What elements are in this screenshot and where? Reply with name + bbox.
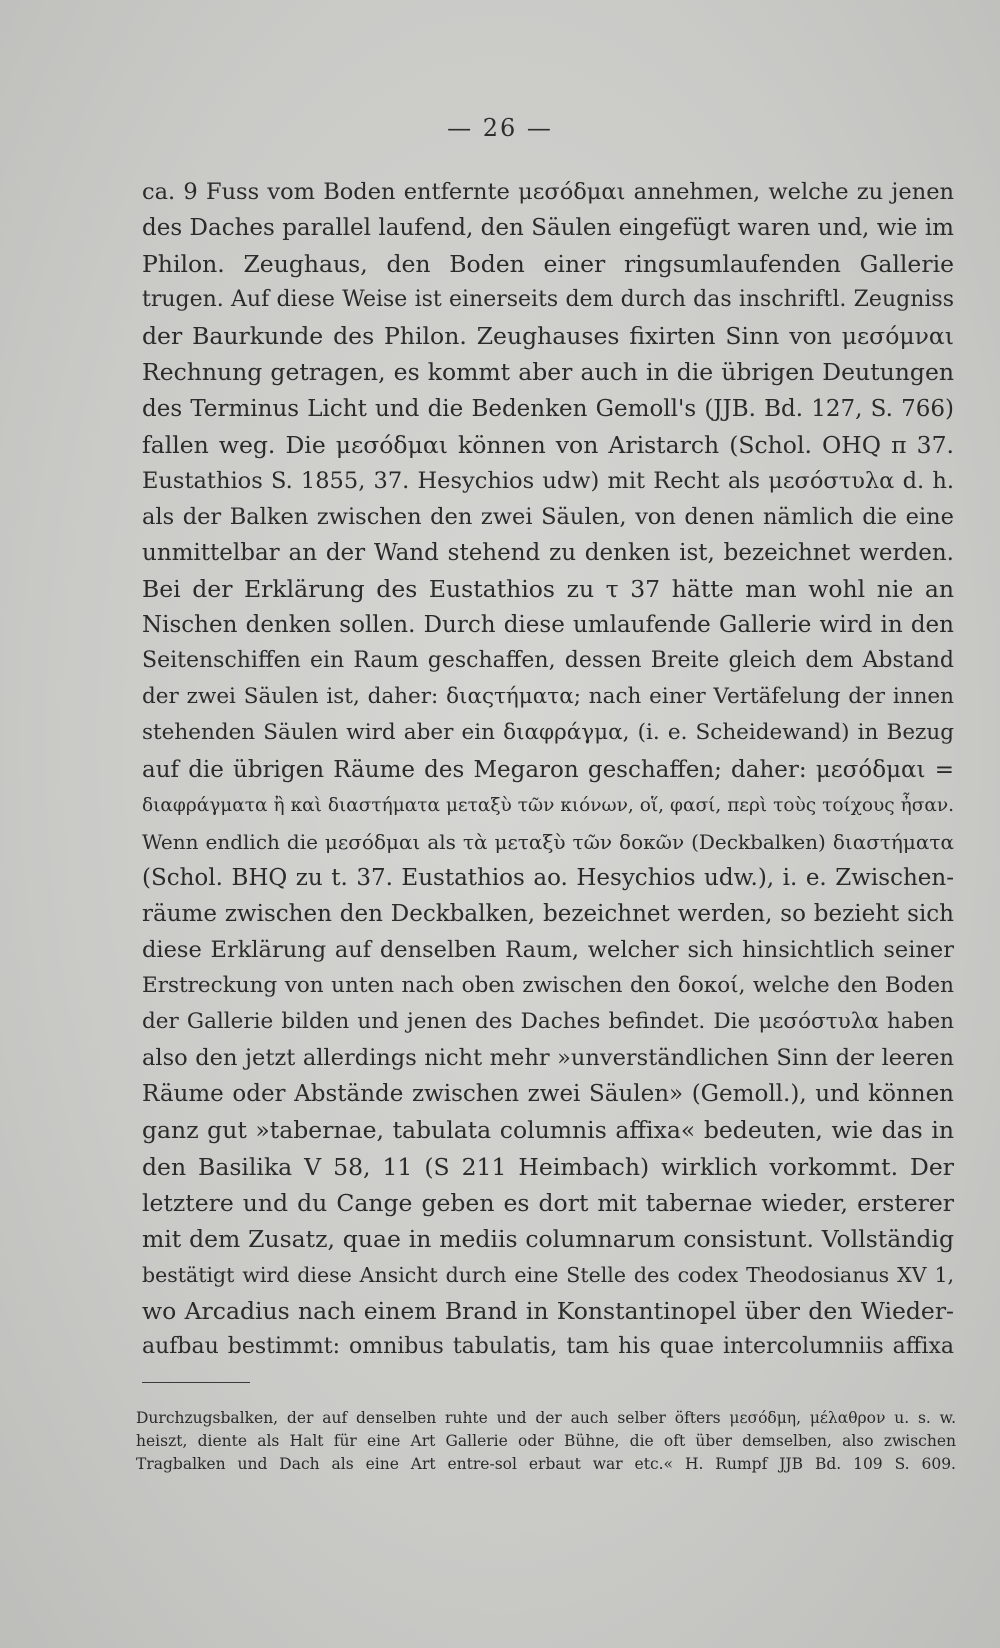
text-line: Bei der Erklärung des Eustathios zu τ 37 hätte man wohl nie an bbox=[142, 575, 954, 604]
text-line: Seitenschiffen ein Raum geschaffen, dessen Breite gleich dem Abstand bbox=[142, 648, 954, 674]
text-line: der zwei Säulen ist, daher: διαςτήματα; nach einer Vertäfelung der innen bbox=[142, 684, 954, 710]
text-line: wo Arcadius nach einem Brand in Konstantinopel über den Wieder- bbox=[142, 1296, 954, 1325]
text-line: διαφράγματα ἢ καὶ διαστήματα μεταξὺ τῶν κιόνων, οἵ, φασί, περὶ τοὺς τοίχους ἦσαν. bbox=[142, 794, 954, 816]
body-text bbox=[142, 174, 954, 1365]
text-line: Nischen denken sollen. Durch diese umlaufende Gallerie wird in den bbox=[142, 612, 954, 639]
footnote-line: Durchzugsbalken, der auf denselben ruhte und der auch selber öfters μεσόδμη, μέλαθρον u. s. w. bbox=[136, 1409, 956, 1427]
text-line: letztere und du Cange geben es dort mit tabernae wieder, ersterer bbox=[142, 1188, 954, 1217]
text-line: (Schol. BHQ zu t. 37. Eustathios ao. Hesychios udw.), i. e. Zwischen- bbox=[142, 864, 954, 891]
text-line: stehenden Säulen wird aber ein διαφράγμα, (i. e. Scheidewand) in Bezug bbox=[142, 720, 954, 746]
text-line: bestätigt wird diese Ansicht durch eine Stelle des codex Theodosianus XV 1, bbox=[142, 1262, 954, 1287]
footnote-line: Tragbalken und Dach als eine Art entre-sol erbaut war etc.« H. Rumpf JJB Bd. 109 S. 609. bbox=[136, 1455, 956, 1473]
text-line: Räume oder Abstände zwischen zwei Säulen» (Gemoll.), und können bbox=[142, 1081, 954, 1108]
footnote-line: heiszt, diente als Halt für eine Art Gallerie oder Bühne, die oft über demselben, also zwischen bbox=[136, 1432, 956, 1450]
text-line: trugen. Auf diese Weise ist einerseits dem durch das inschriftl. Zeugniss bbox=[142, 287, 954, 313]
text-line: fallen weg. Die μεσόδμαι können von Aristarch (Schol. OHQ π 37. bbox=[142, 430, 954, 459]
text-line: Erstreckung von unten nach oben zwischen den δοκοί, welche den Boden bbox=[142, 973, 954, 999]
text-line: Eustathios S. 1855, 37. Hesychios udw) mit Recht als μεσόστυλα d. h. bbox=[142, 467, 954, 494]
page-number: — 26 — bbox=[447, 114, 553, 142]
text-line: also den jetzt allerdings nicht mehr »unverständlichen Sinn der leeren bbox=[142, 1045, 954, 1072]
footnote bbox=[136, 1407, 956, 1476]
footnote-divider bbox=[142, 1382, 250, 1383]
text-line: als der Balken zwischen den zwei Säulen, von denen nämlich die eine bbox=[142, 503, 954, 530]
text-line: des Terminus Licht und die Bedenken Gemoll's (JJB. Bd. 127, S. 766) bbox=[142, 395, 954, 422]
text-line: der Baurkunde des Philon. Zeughauses fixirten Sinn von μεσόμναι bbox=[142, 322, 954, 351]
text-line: ganz gut »tabernae, tabulata columnis affixa« bedeuten, wie das in bbox=[142, 1116, 954, 1145]
text-line: den Basilika V 58, 11 (S 211 Heimbach) wirklich vorkommt. Der bbox=[142, 1152, 954, 1181]
text-line: mit dem Zusatz, quae in mediis columnarum consistunt. Vollständig bbox=[142, 1224, 954, 1253]
text-line: auf die übrigen Räume des Megaron geschaffen; daher: μεσόδμαι = bbox=[142, 756, 954, 783]
text-line: Wenn endlich die μεσόδμαι als τὰ μεταξὺ τῶν δοκῶν (Deckbalken) διαστήματα bbox=[142, 829, 954, 854]
text-line: unmittelbar an der Wand stehend zu denken ist, bezeichnet werden. bbox=[142, 539, 954, 566]
text-line: der Gallerie bilden und jenen des Daches befindet. Die μεσόστυλα haben bbox=[142, 1009, 954, 1035]
text-line: Rechnung getragen, es kommt aber auch in die übrigen Deutungen bbox=[142, 358, 954, 387]
text-line: aufbau bestimmt: omnibus tabulatis, tam his quae intercolumniis affixa bbox=[142, 1334, 954, 1359]
text-line: des Daches parallel laufend, den Säulen eingefügt waren und, wie im bbox=[142, 215, 954, 242]
text-line: räume zwischen den Deckbalken, bezeichnet werden, so bezieht sich bbox=[142, 900, 954, 927]
text-line: ca. 9 Fuss vom Boden entfernte μεσόδμαι annehmen, welche zu jenen bbox=[142, 179, 954, 205]
text-line: diese Erklärung auf denselben Raum, welcher sich hinsichtlich seiner bbox=[142, 936, 954, 963]
text-line: Philon. Zeughaus, den Boden einer ringsumlaufenden Gallerie bbox=[142, 250, 954, 279]
